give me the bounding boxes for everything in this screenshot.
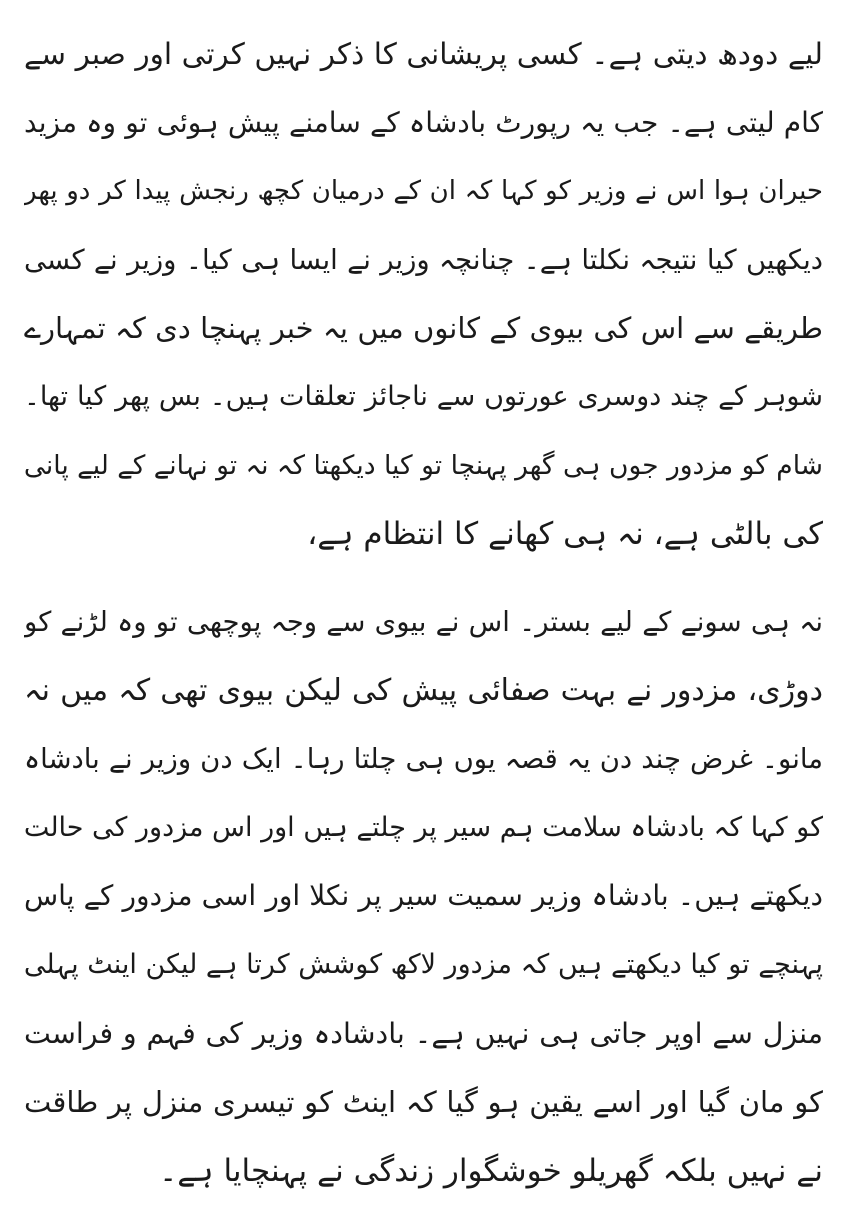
- paragraph: [24, 20, 823, 569]
- text-line: شوہر کے چند دوسری عورتوں سے ناجائز تعلقات ہیں۔ بس پھر کیا تھا۔: [24, 380, 823, 412]
- text-line: منزل سے اوپر جاتی ہی نہیں ہے۔ بادشادہ وزیر کی فہم و فراست: [24, 1016, 823, 1050]
- text-line: پہنچے تو کیا دیکھتے ہیں کہ مزدور لاکھ کوشش کرتا ہے لیکن اینٹ پہلی: [24, 948, 823, 980]
- text-line: دیکھیں کیا نتیجہ نکلتا ہے۔ چنانچہ وزیر نے ایسا ہی کیا۔ وزیر نے کسی: [24, 243, 823, 276]
- text-line: کام لیتی ہے۔ جب یہ رپورٹ بادشاہ کے سامنے پیش ہوئی تو وہ مزید: [24, 105, 823, 139]
- text-line: دیکھتے ہیں۔ بادشاہ وزیر سمیت سیر پر نکلا اور اسی مزدور کے پاس: [24, 879, 823, 913]
- text-line: کو کہا کہ بادشاہ سلامت ہم سیر پر چلتے ہیں اور اس مزدور کی حالت: [24, 811, 823, 843]
- text-line: نہ ہی سونے کے لیے بستر۔ اس نے بیوی سے وجہ پوچھی تو وہ لڑنے کو: [24, 606, 823, 638]
- paragraph: [24, 588, 823, 1205]
- text-line: شام کو مزدور جوں ہی گھر پہنچا تو کیا دیکھتا کہ نہ تو نہانے کے لیے پانی: [24, 449, 823, 481]
- text-line: کو مان گیا اور اسے یقین ہو گیا کہ اینٹ کو تیسری منزل پر طاقت: [24, 1085, 823, 1120]
- text-line: نے نہیں بلکہ گھریلو خوشگوار زندگی نے پہنچایا ہے۔: [159, 1152, 823, 1189]
- text-line: طریقے سے اس کی بیوی کے کانوں میں یہ خبر پہنچا دی کہ تمہارے: [24, 311, 823, 346]
- text-line: کی بالٹی ہے، نہ ہی کھانے کا انتظام ہے،: [307, 516, 823, 553]
- text-line: حیران ہوا اس نے وزیر کو کہا کہ ان کے درمیان کچھ رنجش پیدا کر دو پھر: [24, 176, 823, 207]
- text-line: لیے دودھ دیتی ہے۔ کسی پریشانی کا ذکر نہیں کرتی اور صبر سے: [24, 37, 823, 71]
- text-line: مانو۔ غرض چند دن یہ قصہ یوں ہی چلتا رہا۔ ایک دن وزیر نے بادشاہ: [24, 743, 823, 776]
- text-line: دوڑی، مزدور نے بہت صفائی پیش کی لیکن بیوی تھی کہ میں نہ: [24, 672, 823, 708]
